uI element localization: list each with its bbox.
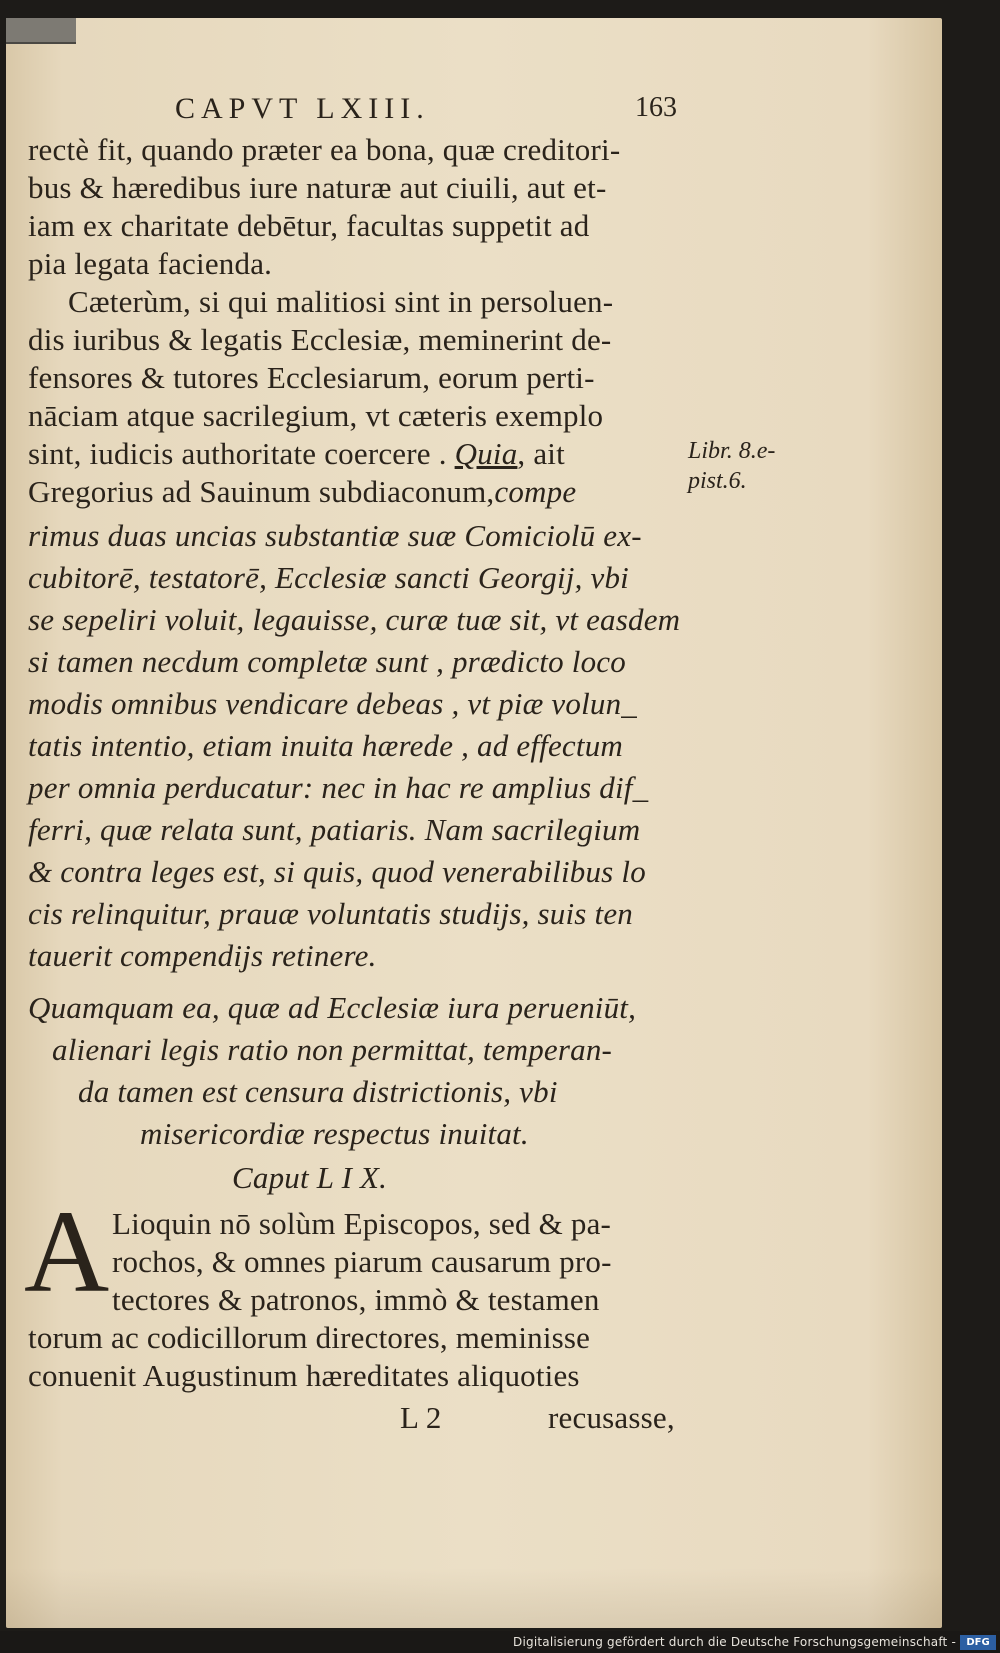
- body-text: sint, iudicis authoritate coercere .: [28, 436, 447, 471]
- body-line: rectè fit, quando præter ea bona, quæ creditori-: [28, 132, 621, 167]
- margin-note-line: pist.6.: [688, 468, 747, 494]
- footer-bar: [0, 1631, 1000, 1653]
- quote-line: tauerit compendijs retinere.: [28, 938, 377, 973]
- body-line: dis iuribus & legatis Ecclesiæ, meminerint de-: [28, 322, 612, 357]
- quote-line: si tamen necdum completæ sunt , prædicto loco: [28, 644, 626, 679]
- dfg-logo: DFG: [960, 1635, 996, 1650]
- chapter-line: conuenit Augustinum hæreditates aliquoties: [28, 1358, 580, 1393]
- quote-lead-after: , ait: [517, 436, 565, 471]
- chapter-line: torum ac codicillorum directores, meminisse: [28, 1320, 591, 1355]
- chapter-line: rochos, & omnes piarum causarum pro-: [112, 1244, 612, 1279]
- page-number: 163: [635, 92, 677, 123]
- chapter-line: Lioquin nō solùm Episcopos, sed & pa-: [112, 1206, 612, 1241]
- quote-continue: compe: [494, 474, 577, 509]
- signature-mark: L 2: [400, 1400, 442, 1435]
- body-line: fensores & tutores Ecclesiarum, eorum perti-: [28, 360, 595, 395]
- quote-line: tatis intentio, etiam inuita hærede , ad effectum: [28, 728, 623, 763]
- body-line: iam ex charitate debētur, facultas suppetit ad: [28, 208, 590, 243]
- running-title: CAPVT LXIII.: [175, 92, 430, 125]
- quote-line: cis relinquitur, prauæ voluntatis studijs, suis ten: [28, 896, 633, 931]
- body-line: [28, 474, 576, 510]
- summary-line: misericordiæ respectus inuitat.: [140, 1116, 529, 1151]
- quote-line: se sepeliri voluit, legauisse, curæ tuæ sit, vt easdem: [28, 602, 681, 637]
- summary-line: da tamen est censura districtionis, vbi: [78, 1074, 558, 1109]
- body-text: Gregorius ad Sauinum subdiaconum,: [28, 474, 495, 509]
- quote-line: & contra leges est, si quis, quod venerabilibus lo: [28, 854, 646, 889]
- margin-note-line: Libr. 8.e-: [688, 438, 776, 464]
- body-line-quote-intro: [28, 436, 565, 472]
- quote-lead: Quia: [454, 436, 518, 471]
- quote-line: per omnia perducatur: nec in hac re amplius dif_: [28, 770, 649, 805]
- body-line: Cæterùm, si qui malitiosi sint in persoluen-: [68, 284, 614, 319]
- body-line: bus & hæredibus iure naturæ aut ciuili, aut et-: [28, 170, 607, 205]
- summary-line: Quamquam ea, quæ ad Ecclesiæ iura perueniūt,: [28, 990, 637, 1025]
- body-line: pia legata facienda.: [28, 246, 273, 281]
- catchword: recusasse,: [548, 1400, 675, 1435]
- quote-line: modis omnibus vendicare debeas , vt piæ volun_: [28, 686, 638, 721]
- chapter-heading: Caput L I X.: [232, 1160, 388, 1195]
- scan-tab: [6, 18, 76, 44]
- body-line: nāciam atque sacrilegium, vt cæteris exemplo: [28, 398, 604, 433]
- funding-credit: Digitalisierung gefördert durch die Deutsche Forschungsgemeinschaft -: [513, 1635, 956, 1649]
- drop-capital: A: [24, 1186, 110, 1317]
- quote-line: cubitorē, testatorē, Ecclesiæ sancti Georgij, vbi: [28, 560, 629, 595]
- chapter-line: tectores & patronos, immò & testamen: [112, 1282, 600, 1317]
- quote-line: rimus duas uncias substantiæ suæ Comiciolū ex-: [28, 518, 642, 553]
- quote-line: ferri, quæ relata sunt, patiaris. Nam sacrilegium: [28, 812, 641, 847]
- summary-line: alienari legis ratio non permittat, temperan-: [52, 1032, 613, 1067]
